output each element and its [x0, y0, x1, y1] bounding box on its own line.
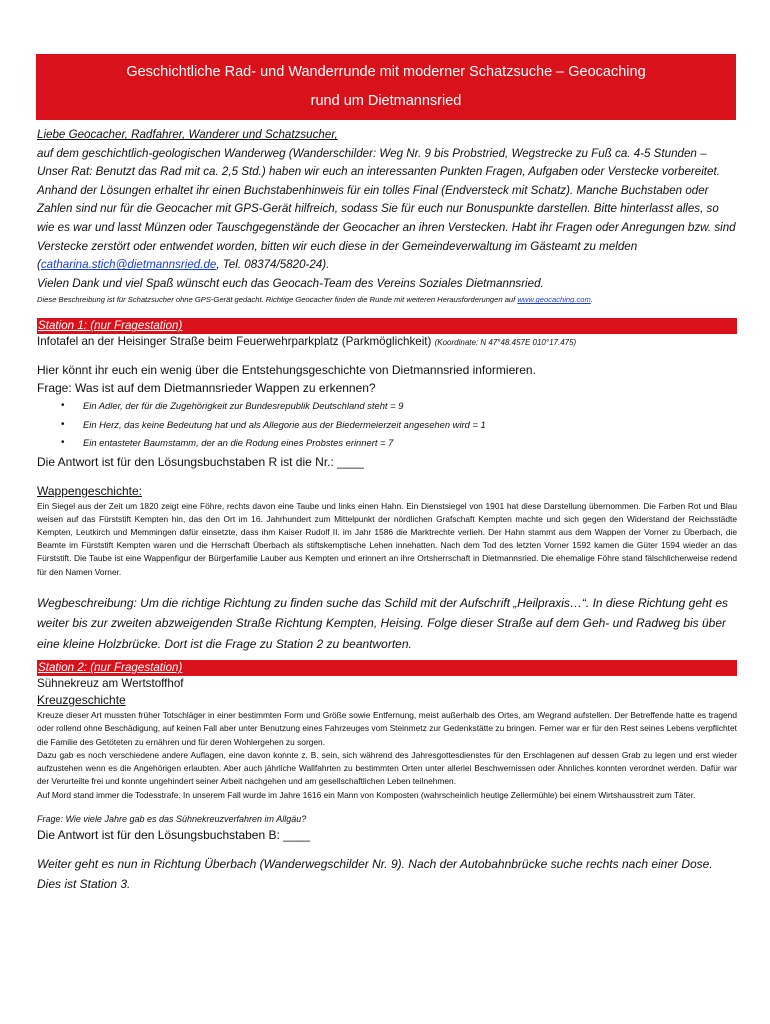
title-line-1: Geschichtliche Rad- und Wanderrunde mit moderner Schatzsuche – Geocaching: [126, 64, 646, 80]
station-1-history-heading: Wappengeschichte:: [37, 483, 142, 498]
intro-greeting: Liebe Geocacher, Radfahrer, Wanderer und Schatzsucher,: [37, 128, 338, 141]
option-text: Ein Herz, das keine Bedeutung hat und als Allegorie aus der Biedermeierzeit angesehen wird = 1: [83, 418, 486, 430]
title-banner: [36, 54, 736, 120]
station-1-question: Frage: Was ist auf dem Dietmannsrieder Wappen zu erkennen?: [37, 381, 376, 396]
station-1-info: Hier könnt ihr euch ein wenig über die Entstehungsgeschichte von Dietmannsried informieren.: [37, 363, 536, 378]
option-item: [61, 434, 737, 452]
bullet-icon: •: [61, 418, 65, 430]
bullet-icon: •: [61, 400, 65, 412]
geocaching-link[interactable]: www.geocaching.com: [517, 295, 591, 305]
intro-text-1: auf dem geschichtlich-geologischen Wanderweg (Wanderschilder: Weg Nr. 9 bis Probstried, Wegstrecke zu Fuß ca. 4-5 Stunden – Unser Rat: Benutzt das Rad mit ca. 2,5 Std.) haben wir euch an interessanten Punkten Fragen, Aufgaben oder Verstecke vorbereitet. Anhand der Lösungen erhaltet ihr einen Buchstabenhinweis für ein tolles Final (Endversteck mit Schatz). Manche Buchstaben oder Zahlen sind nur für die Geocacher mit GPS-Gerät hilfreich, sodass Sie für euch nur Bonuspunkte darstellen. Bitte hinterlasst alles, so wie es war und lasst Münzen oder Tauschgegenstände der Geocacher an ihren Verstecken. Habt ihr Fragen oder Anregungen bzw. sind Verstecke zerstört oder entwendet worden, bitten wir euch diese in der Gemeindeverwaltung im Gästeamt zu melden (: [37, 146, 736, 272]
option-item: [61, 416, 737, 434]
station-1-coordinates: (Koordinate: N 47°48.457E 010°17.475): [434, 338, 577, 348]
station-2-directions: Weiter geht es nun in Richtung Überbach (Wanderwegschilder Nr. 9). Nach der Autobahnbrücke suche rechts nach einer Dose. Dies ist Station 3.: [37, 856, 713, 892]
station-2-history-heading: Kreuzgeschichte: [37, 693, 126, 708]
gps-note: [37, 294, 737, 306]
intro-paragraph: [37, 126, 737, 293]
option-text: Ein entasteter Baumstamm, der an die Rodung eines Probstes erinnert = 7: [83, 437, 394, 449]
option-item: [61, 397, 737, 415]
station-1-location: [37, 334, 737, 351]
gps-note-end: .: [590, 295, 593, 305]
station-1-directions: Wegbeschreibung: Um die richtige Richtung zu finden suche das Schild mit der Aufschrift „Heilpraxis…“. In diese Richtung geht es weiter bis zur zweiten abzweigenden Straße Richtung Kempten, Heising. Folge dieser Straße auf dem Geh- und Radweg bis über eine kleine Holzbrücke. Dort ist die Frage zu Station 2 zu beantworten.: [37, 595, 729, 651]
station-1-options: [37, 397, 737, 452]
document-body: [37, 126, 737, 895]
intro-text-2: , Tel. 08374/5820-24).: [216, 258, 330, 272]
title-line-2: rund um Dietmannsried: [310, 93, 462, 109]
station-2-history-text-1: Kreuze dieser Art mussten früher Totschläger in einer bestimmten Form und Größe sowie Entfernung, meist außerhalb des Ortes, am Wegrand aufstellen. Der Betreffende hatte es tragend oder rollend ohne Beschädigung, auf keinen Fall aber unter Benutzung eines Fahrzeuges vom Steinmetz zur Gedenkstätte zu bringen. Ferner war er für den Rest seines Lebens verpflichtet die Familie des Getöteten zu ernähren und für deren Wohlergehen zu sorgen.: [37, 710, 737, 747]
email-link[interactable]: catharina.stich@dietmannsried.de: [40, 258, 217, 272]
intro-closing: Vielen Dank und viel Spaß wünscht euch das Geocach-Team des Vereins Soziales Dietmannsried.: [37, 276, 544, 290]
station-2-history-text-2: Dazu gab es noch verschiedene andere Auflagen, eine davon konnte z. B. sein, sich während des Jahresgottesdienstes für den Erschlagenen auf dessen Grab zu legen und erst wieder aufzustehen wenn es die Angehörigen erlaubten. Aber auch jährliche Wallfahrten zu bestimmten Orten unter allerlei Beschwernissen oder Ähnliches konnten verordnet werden. Dafür war der Verurteilte frei und konnte ungehindert seiner Arbeit nachgehen und am gesellschaftlichen Leben teilnehmen.: [37, 749, 737, 787]
station-2-location: Sühnekreuz am Wertstoffhof: [37, 677, 184, 691]
gps-note-text: Diese Beschreibung ist für Schatzsucher ohne GPS-Gerät gedacht. Richtige Geocacher finden die Runde mit weiteren Herausforderungen auf: [37, 295, 518, 305]
station-2-answer: Die Antwort ist für den Lösungsbuchstaben B: ____: [37, 827, 310, 842]
station-1-history-text: Ein Siegel aus der Zeit um 1820 zeigt eine Föhre, rechts davon eine Taube und links einen Hahn. Ein Dienstsiegel von 1901 hat diese Darstellung übernommen. Die Farben Rot und Blau weisen auf das Fürststift Kempten hin, das den Ort im 16. Jahrhundert zum Mittelpunkt der nördlichen Grafschaft Kempten machte und sich gegen den Widerstand der Reichsstädte Kempten, Leutkirch und Memmingen dafür einsetzte, dass ihm Kaiser Rudolf II. im Jahr 1586 die Marktrechte verlieh. Der Hahn stammt aus dem Wappen der Vorner zu Überbach, die Beamte im Fürststift Kempten waren und die Herrschaft Überbach als stiftskemptische Lehen innehatten. Nach dem Tod des letzten Vorner 1592 kamen die Güter 1594 wieder an das Fürststift. Die Taube ist eine Wappenfigur der Bürgerfamilie Lauber aus Kempten und erinnert an ihre Ortsherrschaft in Dietmannsried. Die ehemalige Föhre stand fälschlicherweise redend für den Namen Vorner.: [37, 500, 737, 577]
station-1-location-text: Infotafel an der Heisinger Straße beim Feuerwehrparkplatz (Parkmöglichkeit): [37, 335, 432, 349]
station-1-answer: Die Antwort ist für den Lösungsbuchstaben R ist die Nr.: ____: [37, 454, 364, 469]
station-2-heading: Station 2: (nur Fragestation): [37, 660, 737, 676]
option-text: Ein Adler, der für die Zugehörigkeit zur Bundesrepublik Deutschland steht = 9: [83, 400, 404, 412]
bullet-icon: •: [61, 437, 65, 449]
station-2-history-text-3: Auf Mord stand immer die Todesstrafe. In unserem Fall wurde im Jahre 1616 ein Mann von Komposten (wahrscheinlich heutige Zellermühle) bei einem Wirtshausstreit zum Täter.: [37, 789, 696, 800]
station-2-question: Frage: Wie viele Jahre gab es das Sühnekreuzverfahren im Allgäu?: [37, 813, 307, 824]
station-1-heading: Station 1: (nur Fragestation): [37, 318, 737, 334]
